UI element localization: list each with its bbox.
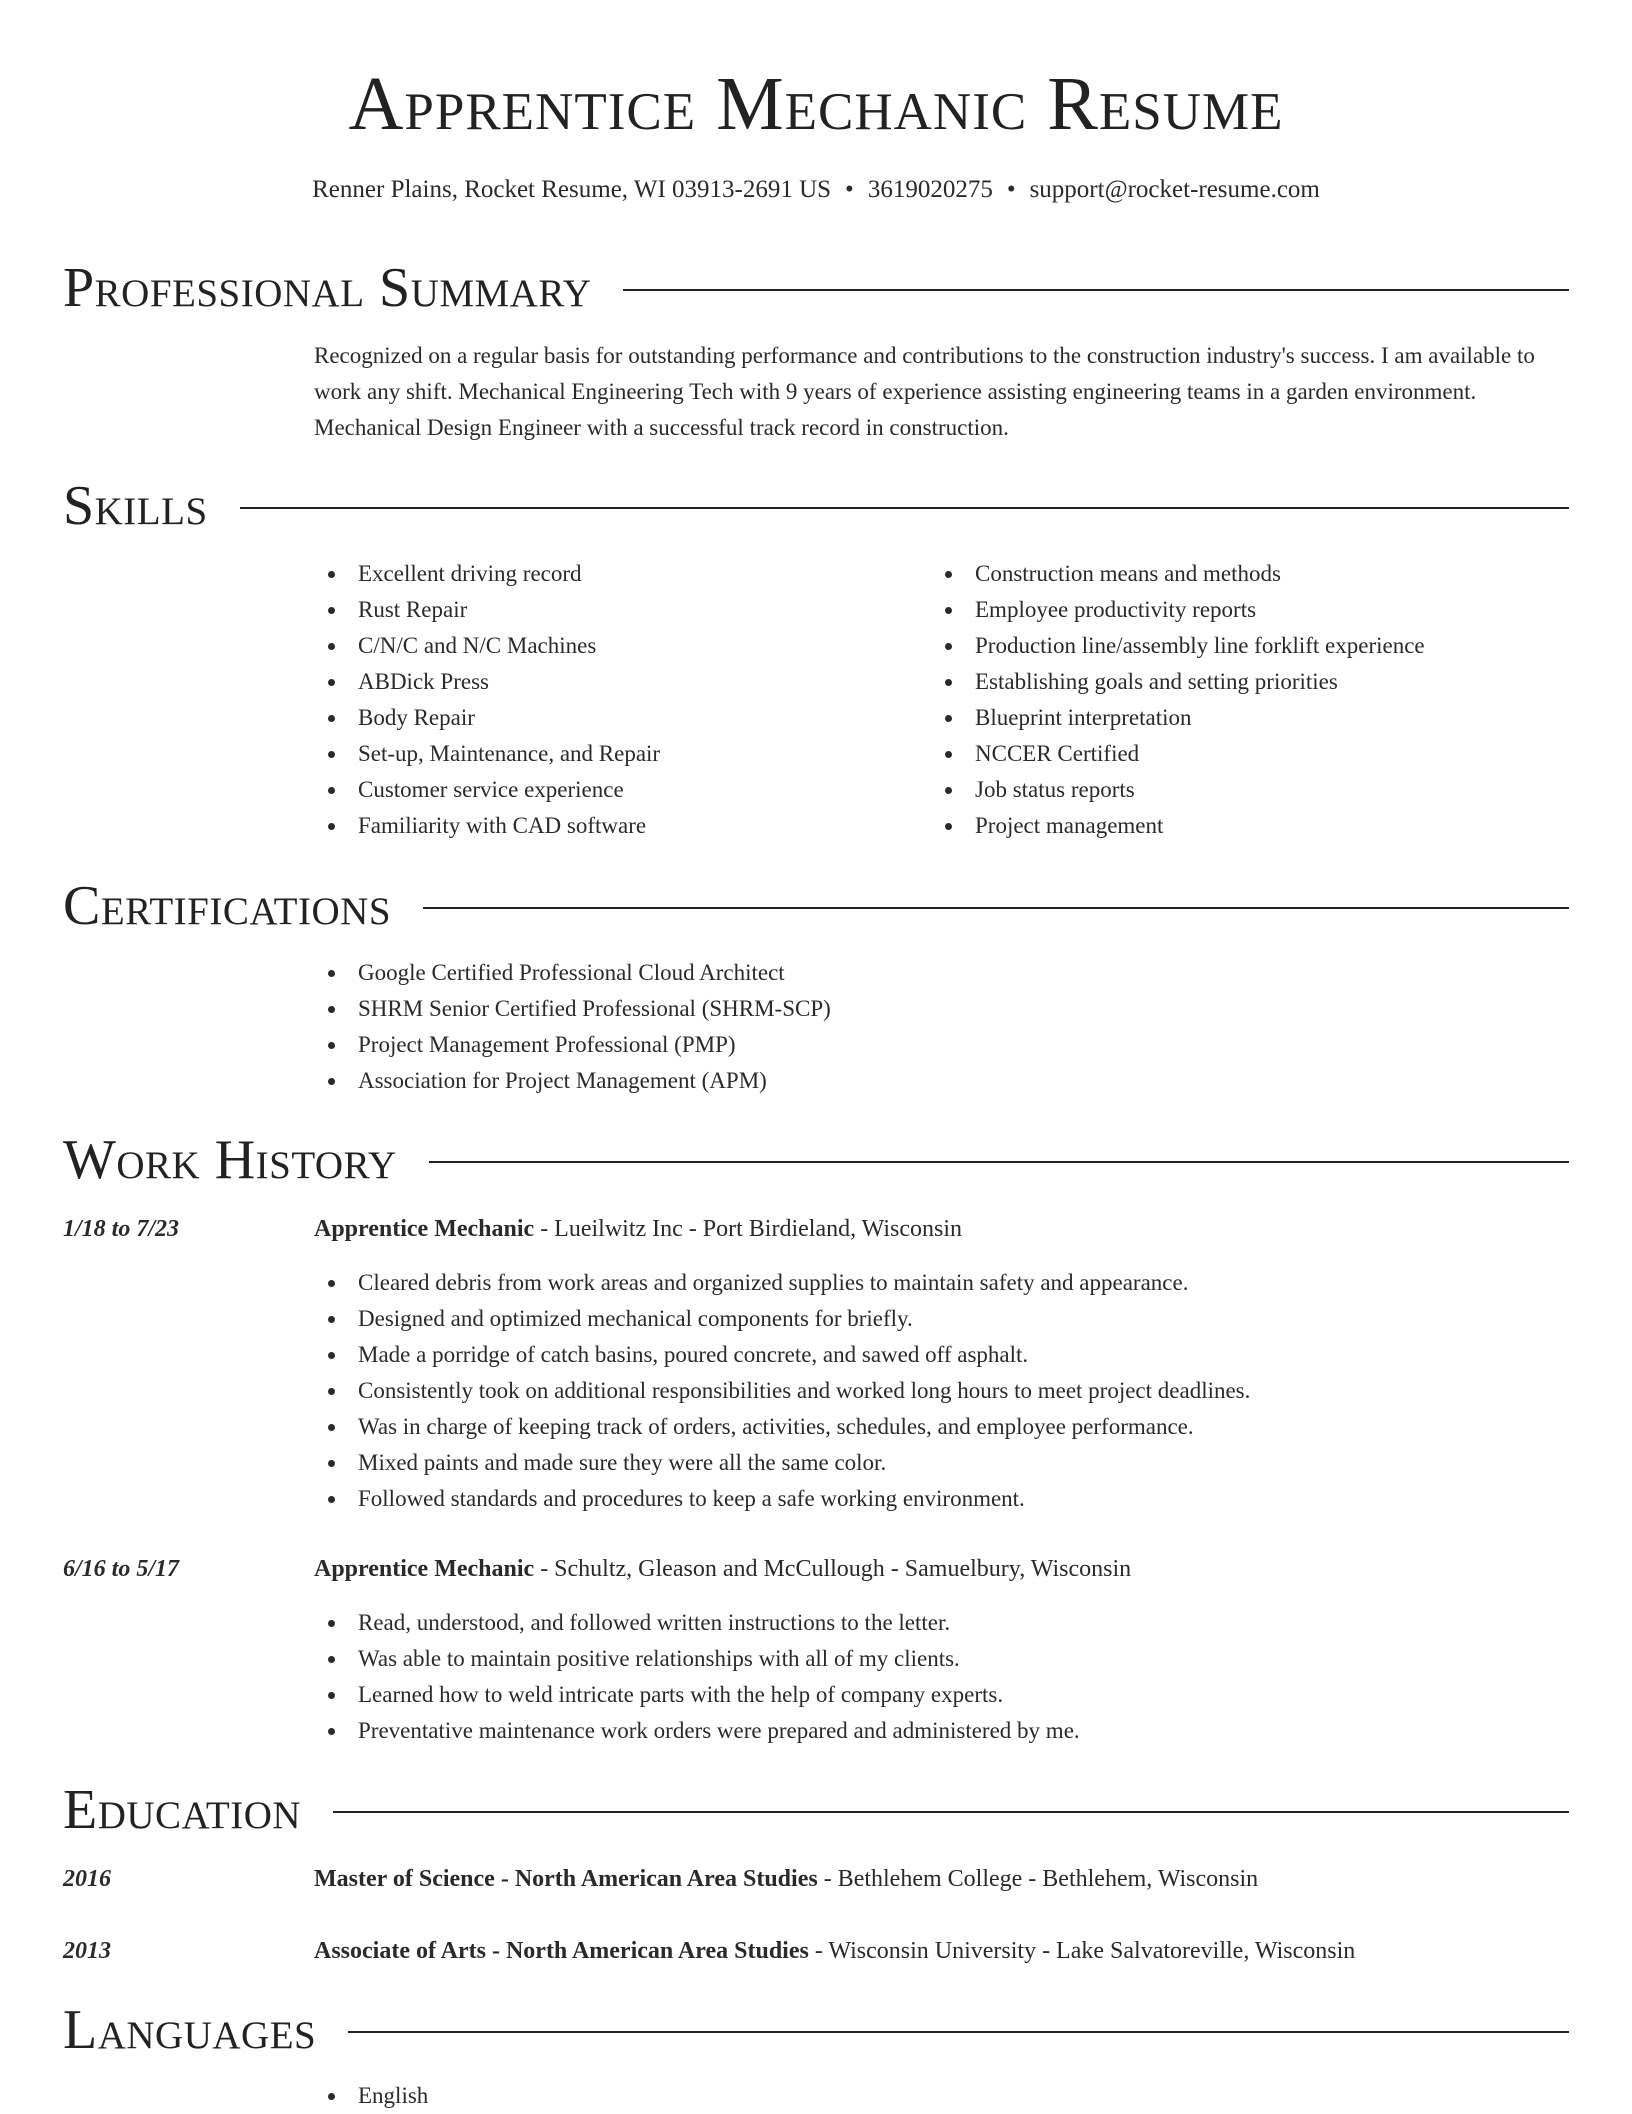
bullet-icon xyxy=(328,1352,335,1359)
bullet-icon xyxy=(328,1078,335,1085)
section-header xyxy=(63,1127,1569,1193)
bullet-icon xyxy=(328,1692,335,1699)
skill-item-text: Job status reports xyxy=(975,777,1135,802)
skills-list-right xyxy=(931,556,1571,844)
job-heading xyxy=(314,1211,962,1247)
job-bullet-text: Learned how to weld intricate parts with the help of company experts. xyxy=(358,1682,1004,1707)
job-bullet-text: Preventative maintenance work orders were prepared and administered by me. xyxy=(358,1718,1080,1743)
certifications-list xyxy=(314,955,1514,1099)
section-skills xyxy=(63,473,1569,539)
bullet-icon xyxy=(945,787,952,794)
bullet-icon xyxy=(328,1496,335,1503)
job-bullet xyxy=(314,1605,1574,1641)
bullet-icon xyxy=(328,1728,335,1735)
languages-list xyxy=(314,2078,914,2114)
job-bullet-text: Made a porridge of catch basins, poured concrete, and sawed off asphalt. xyxy=(358,1342,1029,1367)
skill-item-text: Blueprint interpretation xyxy=(975,705,1192,730)
contact-separator: • xyxy=(1006,176,1016,203)
bullet-icon xyxy=(328,1280,335,1287)
language-item xyxy=(314,2078,914,2114)
job-bullet xyxy=(314,1373,1574,1409)
bullet-icon xyxy=(328,823,335,830)
section-title: Education xyxy=(63,1779,302,1841)
section-divider xyxy=(240,507,1569,509)
job-dates: 6/16 to 5/17 xyxy=(63,1556,180,1582)
certification-item-text: Association for Project Management (APM) xyxy=(358,1068,767,1093)
skill-item-text: Customer service experience xyxy=(358,777,624,802)
section-header xyxy=(63,873,1569,939)
skill-item-text: Establishing goals and setting priorities xyxy=(975,669,1338,694)
skill-item-text: Employee productivity reports xyxy=(975,597,1257,622)
certification-item xyxy=(314,1027,1514,1063)
skill-item xyxy=(314,736,914,772)
skill-item-text: Excellent driving record xyxy=(358,561,582,586)
section-title: Languages xyxy=(63,1999,317,2061)
education-school: - Wisconsin University - Lake Salvatoreville, Wisconsin xyxy=(808,1938,1356,1964)
job-bullets xyxy=(314,1265,1574,1517)
job-bullet xyxy=(314,1641,1574,1677)
section-divider xyxy=(348,2031,1569,2033)
section-certifications xyxy=(63,873,1569,939)
bullet-icon xyxy=(945,751,952,758)
education-entry xyxy=(314,1861,1258,1897)
bullet-icon xyxy=(945,607,952,614)
skill-item-text: ABDick Press xyxy=(358,669,489,694)
contact-separator: • xyxy=(845,176,854,203)
bullet-icon xyxy=(328,1460,335,1467)
contact-phone: 3619020275 xyxy=(867,176,993,203)
job-bullet xyxy=(314,1481,1574,1517)
bullet-icon xyxy=(328,1656,335,1663)
bullet-icon xyxy=(328,2093,335,2100)
education-year: 2013 xyxy=(63,1938,111,1964)
bullet-icon xyxy=(328,643,335,650)
section-title: Certifications xyxy=(63,875,392,937)
bullet-icon xyxy=(328,787,335,794)
job-bullet xyxy=(314,1409,1574,1445)
skill-item xyxy=(314,700,914,736)
job-employer: - Schultz, Gleason and McCullough - Samuelbury, Wisconsin xyxy=(534,1556,1132,1582)
section-work-history xyxy=(63,1127,1569,1193)
section-divider xyxy=(423,907,1569,909)
section-divider xyxy=(623,289,1569,291)
skill-item-text: Body Repair xyxy=(358,705,475,730)
job-title: Apprentice Mechanic xyxy=(314,1556,535,1582)
section-header xyxy=(63,255,1569,321)
bullet-icon xyxy=(328,1042,335,1049)
section-education xyxy=(63,1777,1569,1843)
job-bullet xyxy=(314,1301,1574,1337)
job-bullet xyxy=(314,1713,1574,1749)
job-bullet-text: Cleared debris from work areas and organized supplies to maintain safety and appearance. xyxy=(358,1270,1189,1295)
bullet-icon xyxy=(945,715,952,722)
skill-item xyxy=(931,772,1571,808)
language-item-text: English xyxy=(358,2083,429,2108)
certification-item-text: Google Certified Professional Cloud Architect xyxy=(358,960,785,985)
skill-item xyxy=(314,808,914,844)
bullet-icon xyxy=(328,715,335,722)
section-divider xyxy=(429,1161,1569,1163)
certification-item-text: Project Management Professional (PMP) xyxy=(358,1032,736,1057)
skill-item-text: Production line/assembly line forklift experience xyxy=(975,633,1425,658)
contact-line xyxy=(0,174,1632,206)
skills-list-left xyxy=(314,556,914,844)
section-header xyxy=(63,1997,1569,2063)
section-professional-summary xyxy=(63,255,1569,321)
bullet-icon xyxy=(328,970,335,977)
bullet-icon xyxy=(328,1424,335,1431)
job-bullet xyxy=(314,1445,1574,1481)
bullet-icon xyxy=(328,1620,335,1627)
education-school: - Bethlehem College - Bethlehem, Wisconsin xyxy=(817,1866,1259,1892)
bullet-icon xyxy=(328,751,335,758)
job-bullet-text: Was able to maintain positive relationships with all of my clients. xyxy=(358,1646,960,1671)
contact-address: Renner Plains, Rocket Resume, WI 03913-2691 US xyxy=(312,176,832,203)
job-bullet-text: Read, understood, and followed written instructions to the letter. xyxy=(358,1610,951,1635)
bullet-icon xyxy=(945,823,952,830)
section-header xyxy=(63,1777,1569,1843)
job-title: Apprentice Mechanic xyxy=(314,1216,535,1242)
skill-item-text: Familiarity with CAD software xyxy=(358,813,647,838)
skill-item xyxy=(314,772,914,808)
summary-text: Recognized on a regular basis for outstanding performance and contributions to the construction industry's success. I am available to work any shift. Mechanical Engineering Tech with 9 years of experience assisting engineering teams in a garden environment. Mechanical Design Engineer with a successful track record in construction. xyxy=(314,343,1535,440)
bullet-icon xyxy=(328,1006,335,1013)
section-title: Skills xyxy=(63,475,208,537)
skill-item xyxy=(314,628,914,664)
skill-item xyxy=(931,808,1571,844)
resume-title: Apprentice Mechanic Resume xyxy=(348,62,1284,146)
skill-item xyxy=(931,664,1571,700)
job-bullet xyxy=(314,1677,1574,1713)
education-year: 2016 xyxy=(63,1866,111,1892)
skill-item-text: NCCER Certified xyxy=(975,741,1140,766)
job-heading xyxy=(314,1551,1131,1587)
certification-item xyxy=(314,991,1514,1027)
skill-item-text: C/N/C and N/C Machines xyxy=(358,633,597,658)
job-bullet-text: Mixed paints and made sure they were all the same color. xyxy=(358,1450,887,1475)
job-bullet-text: Designed and optimized mechanical components for briefly. xyxy=(358,1306,913,1331)
job-dates: 1/18 to 7/23 xyxy=(63,1216,180,1242)
bullet-icon xyxy=(328,1388,335,1395)
skill-item xyxy=(314,556,914,592)
skill-item xyxy=(931,628,1571,664)
skill-item-text: Construction means and methods xyxy=(975,561,1281,586)
skill-item xyxy=(314,592,914,628)
bullet-icon xyxy=(945,679,952,686)
contact-email: support@rocket-resume.com xyxy=(1029,176,1320,203)
job-bullet-text: Followed standards and procedures to keep a safe working environment. xyxy=(358,1486,1025,1511)
job-bullet xyxy=(314,1265,1574,1301)
education-degree: Associate of Arts - North American Area Studies xyxy=(314,1938,809,1964)
section-header xyxy=(63,473,1569,539)
skill-item xyxy=(931,556,1571,592)
education-entry xyxy=(314,1933,1355,1969)
skill-item xyxy=(314,664,914,700)
bullet-icon xyxy=(328,679,335,686)
job-bullets xyxy=(314,1605,1574,1749)
bullet-icon xyxy=(328,607,335,614)
skill-item-text: Set-up, Maintenance, and Repair xyxy=(358,741,661,766)
skill-item xyxy=(931,592,1571,628)
bullet-icon xyxy=(945,643,952,650)
skill-item-text: Rust Repair xyxy=(358,597,468,622)
job-employer: - Lueilwitz Inc - Port Birdieland, Wisconsin xyxy=(534,1216,963,1242)
certification-item xyxy=(314,1063,1514,1099)
skill-item-text: Project management xyxy=(975,813,1164,838)
section-title: Professional Summary xyxy=(63,257,592,319)
job-bullet xyxy=(314,1337,1574,1373)
skill-item xyxy=(931,700,1571,736)
bullet-icon xyxy=(945,571,952,578)
skill-item xyxy=(931,736,1571,772)
certification-item-text: SHRM Senior Certified Professional (SHRM-SCP) xyxy=(358,996,831,1021)
job-bullet-text: Was in charge of keeping track of orders, activities, schedules, and employee performance. xyxy=(358,1414,1194,1439)
job-bullet-text: Consistently took on additional responsibilities and worked long hours to meet project deadlines. xyxy=(358,1378,1251,1403)
bullet-icon xyxy=(328,571,335,578)
section-languages xyxy=(63,1997,1569,2063)
education-degree: Master of Science - North American Area Studies xyxy=(314,1866,818,1892)
section-divider xyxy=(333,1811,1569,1813)
certification-item xyxy=(314,955,1514,991)
section-title: Work History xyxy=(63,1129,397,1191)
bullet-icon xyxy=(328,1316,335,1323)
